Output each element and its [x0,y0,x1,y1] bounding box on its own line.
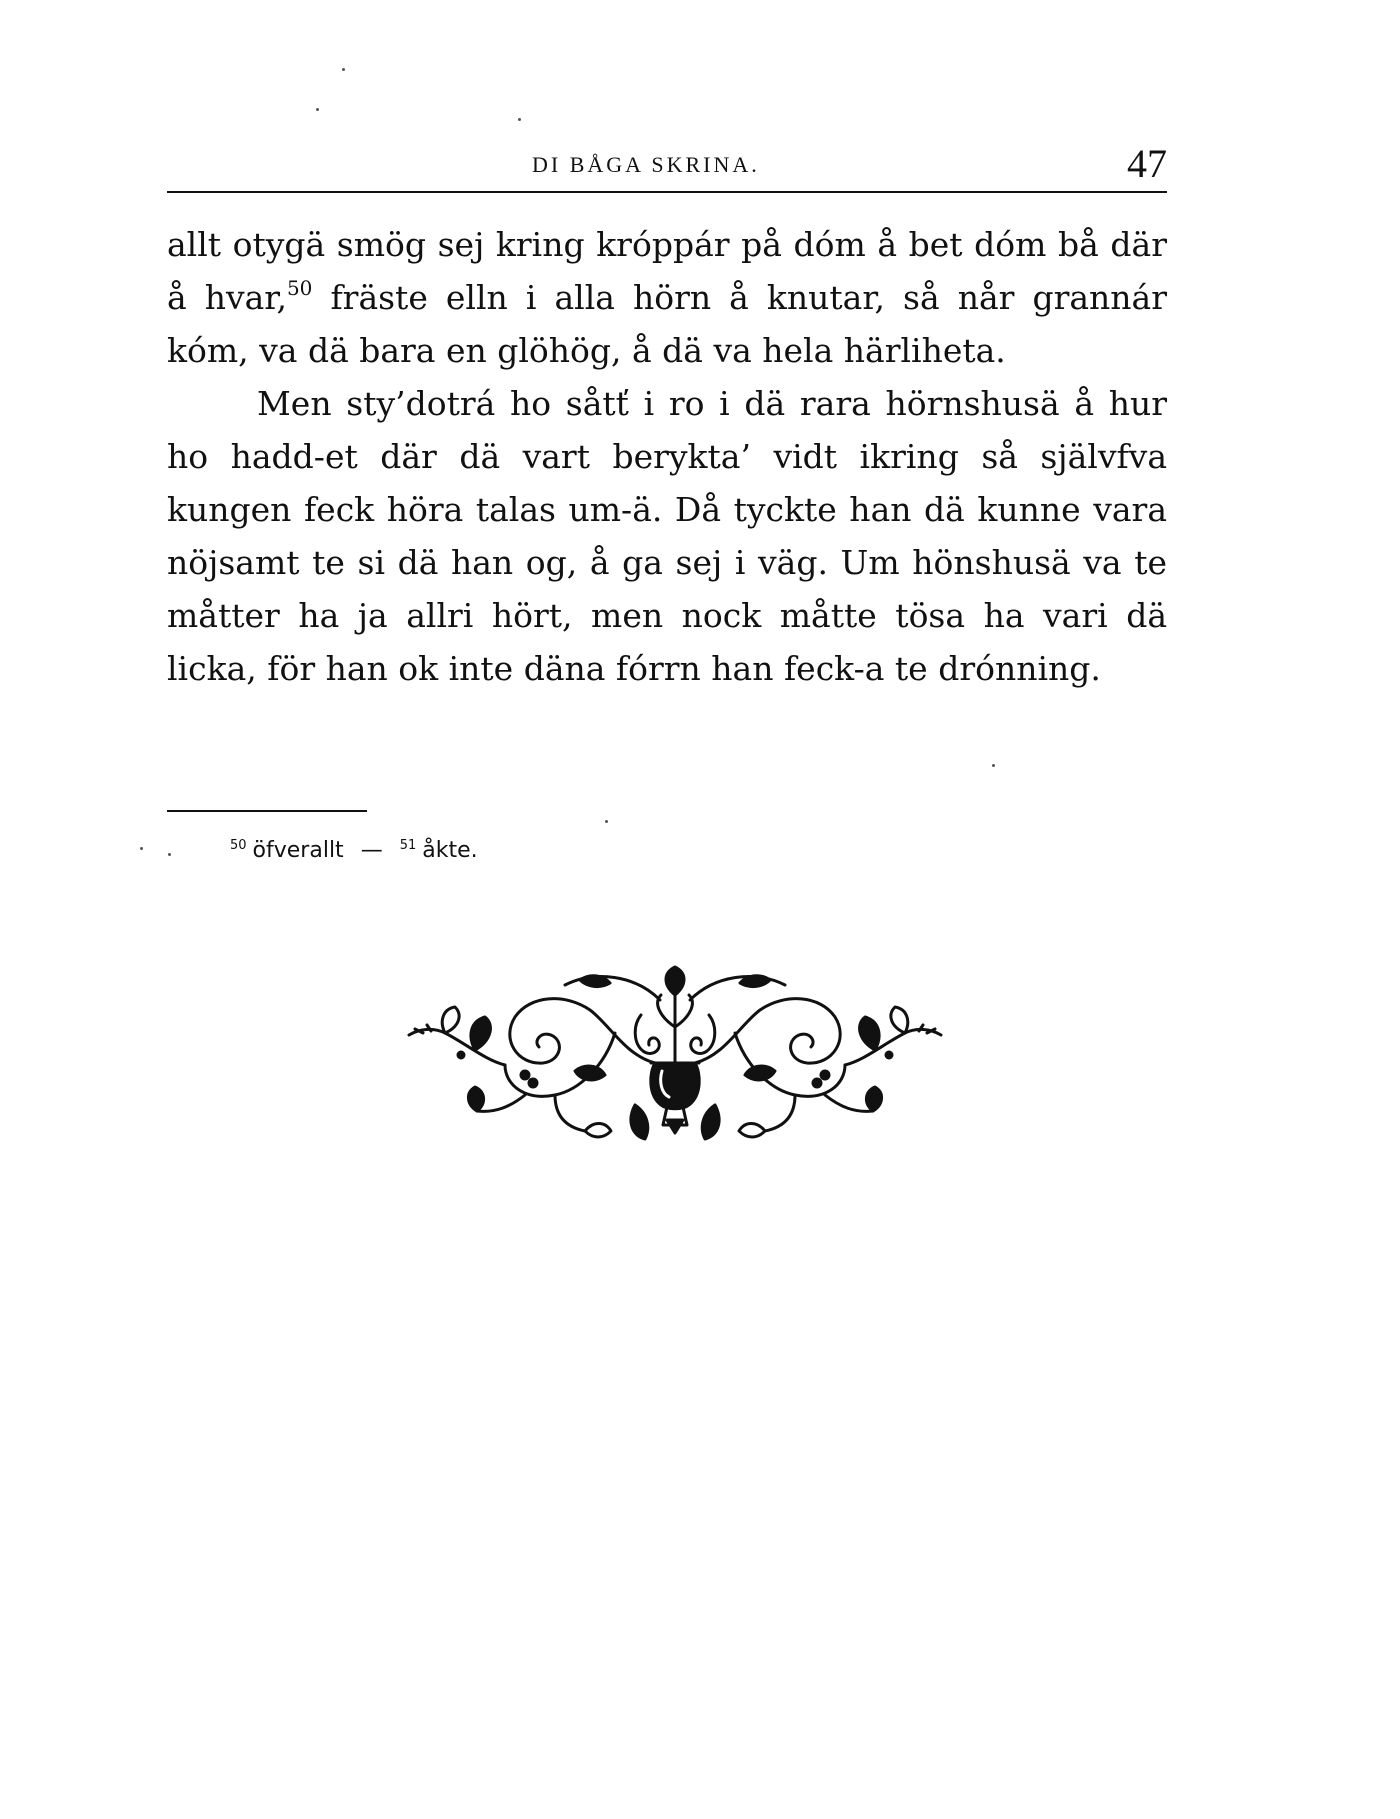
paragraph [167,218,1167,377]
page-number: 47 [1127,141,1167,186]
footnote-text: åkte. [422,838,478,863]
running-title: DI BÅGA SKRINA. [532,152,760,177]
paragraph-text: allt otygä smög sej kring króppár på dóm å bet dóm bå där å hvar, [167,225,1167,317]
paper-speck [518,118,521,121]
header-rule [167,191,1167,193]
footnotes [230,838,478,863]
paper-speck [605,820,608,823]
body-text [167,218,1167,695]
footnote-reference: 50 [286,276,313,300]
paper-speck [992,764,995,767]
paragraph: Men sty’dotrá ho såtť i ro i dä rara hörnshusä å hur ho hadd-et där dä vart berykta’ vidt ikring så självfva kungen feck höra talas um-ä. Då tyckte han dä kunne vara nöjsamt te si dä han og, å ga sej i väg. Um hönshusä va te måtter ha ja allri hört, men nock måtte tösa ha vari dä licka, för han ok inte däna fórrn han feck-a te drónning. [167,384,1167,688]
paper-speck [342,68,345,71]
paragraph-text: fräste elln i alla hörn å knutar, så når grannár kóm, va dä bara en glöhög, å dä va hela härliheta. [167,278,1168,370]
paper-speck [168,853,171,856]
footnote-number: 50 [230,838,247,853]
footnote-rule [167,810,367,812]
paper-speck [316,108,319,111]
paper-speck [140,847,143,850]
footnote-separator: — [360,838,383,863]
footnote-number: 51 [399,838,417,853]
footnote-text: öfverallt [252,838,344,863]
floral-vase-vignette-icon [405,955,945,1145]
running-head [167,140,1167,190]
